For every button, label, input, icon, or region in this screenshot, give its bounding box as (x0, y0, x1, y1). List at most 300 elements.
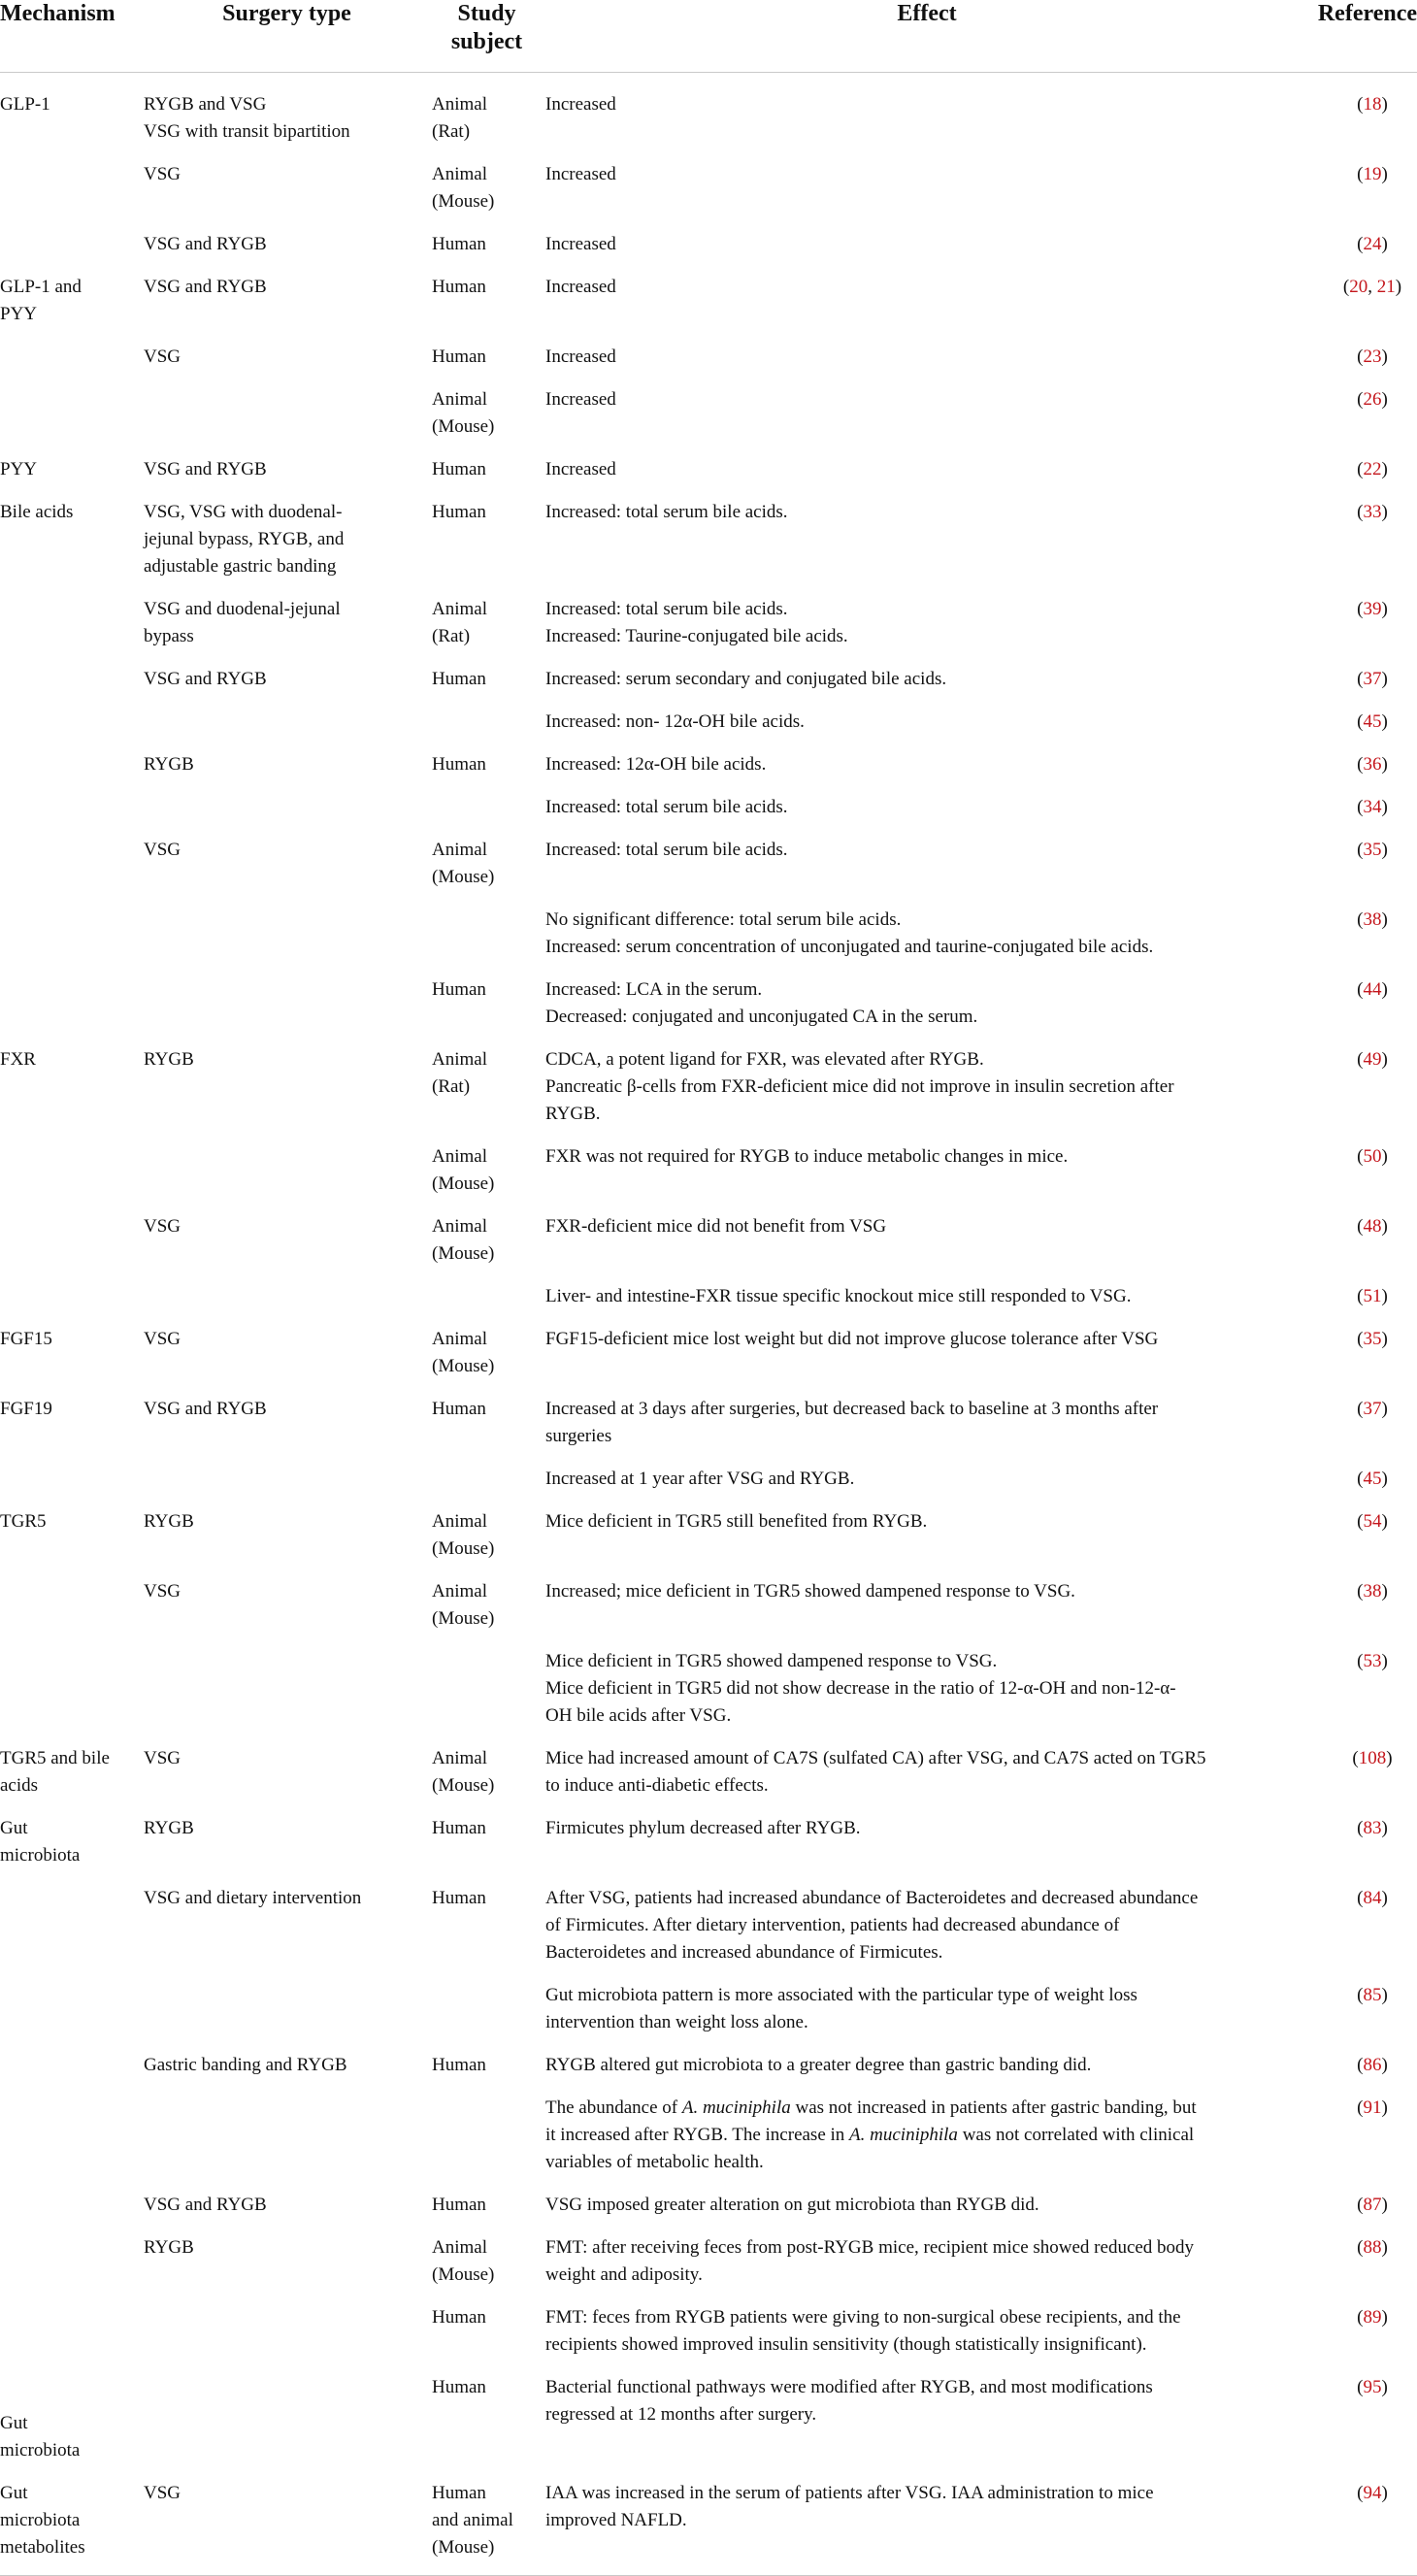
reference-cell: (49) (1357, 1049, 1388, 1070)
study-subject-cell (430, 2185, 544, 2228)
effect-cell (544, 224, 1310, 267)
study-subject-cell-line: (Mouse) (432, 1775, 495, 1796)
table-row (0, 589, 1417, 659)
header-reference: Reference (1310, 0, 1417, 73)
effect-cell-line: Mice deficient in TGR5 did not show decrease in the ratio of 12-α-OH and non-12-α- (545, 1678, 1176, 1699)
reference-link[interactable]: 21 (1376, 277, 1396, 297)
study-subject-cell (430, 970, 544, 1040)
study-subject-cell (430, 659, 544, 702)
study-subject-cell-line: Human (432, 2055, 486, 2075)
reference-link[interactable]: 18 (1363, 94, 1382, 115)
surgery-type-cell-line: VSG, VSG with duodenal- (144, 502, 343, 522)
effect-cell-line: Increased (545, 277, 616, 297)
header-mechanism: Mechanism (0, 0, 144, 73)
effect-cell-line: Increased at 3 days after surgeries, but decreased back to baseline at 3 months after (545, 1399, 1159, 1419)
effect-cell (544, 2045, 1310, 2088)
header-row (0, 0, 1417, 73)
study-subject-cell-line: Animal (432, 1511, 487, 1532)
effect-cell-line: improved NAFLD. (545, 2510, 687, 2530)
effect-cell-line: After VSG, patients had increased abundance of Bacteroidetes and decreased abundance (545, 1888, 1199, 1908)
reference-cell: (26) (1357, 389, 1388, 410)
mechanism-cell (0, 73, 144, 155)
surgery-type-cell (144, 224, 430, 267)
study-subject-cell (430, 2228, 544, 2297)
effect-cell (544, 1808, 1310, 1878)
effect-cell-line: Increased (545, 459, 616, 479)
reference-link[interactable]: 37 (1363, 1399, 1382, 1419)
mechanism-cell (0, 2228, 144, 2297)
effect-cell (544, 970, 1310, 1040)
effect-cell-line: Increased: 12α-OH bile acids. (545, 754, 767, 775)
table-row (0, 659, 1417, 702)
surgery-type-cell (144, 1738, 430, 1808)
effect-cell-line: Increased: total serum bile acids. (545, 599, 788, 619)
study-subject-cell-line: Human (432, 277, 486, 297)
surgery-type-cell-line: RYGB and VSG (144, 94, 267, 115)
study-subject-cell-line: Animal (432, 1216, 487, 1237)
mechanism-cell (0, 900, 144, 970)
mechanism-cell-line: GLP-1 and (0, 277, 82, 297)
study-subject-cell (430, 2297, 544, 2367)
effect-cell-line: Increased (545, 347, 616, 367)
study-subject-cell-line: Human (432, 2377, 486, 2397)
study-subject-cell-line: (Rat) (432, 626, 471, 646)
effect-cell-line: Mice deficient in TGR5 still benefited from RYGB. (545, 1511, 928, 1532)
effect-cell-line: IAA was increased in the serum of patients after VSG. IAA administration to mice (545, 2483, 1154, 2503)
reference-link[interactable]: 19 (1363, 164, 1382, 184)
effect-cell (544, 1040, 1310, 1137)
effect-cell-line: Increased: total serum bile acids. (545, 840, 788, 860)
reference-cell: (45) (1357, 711, 1388, 732)
mechanism-cell (0, 2088, 144, 2185)
study-subject-cell (430, 1319, 544, 1389)
table-row (0, 1137, 1417, 1206)
surgery-type-cell-line: RYGB (144, 2237, 194, 2258)
reference-cell: (24) (1357, 234, 1388, 254)
study-subject-cell (430, 900, 544, 970)
study-subject-cell-line: Human (432, 347, 486, 367)
mechanism-cell (0, 787, 144, 830)
reference-cell: (35) (1357, 1329, 1388, 1349)
surgery-type-cell-line: RYGB (144, 754, 194, 775)
effect-cell (544, 830, 1310, 900)
study-subject-cell (430, 449, 544, 492)
surgery-type-cell (144, 2297, 430, 2367)
reference-link[interactable]: 83 (1363, 1818, 1382, 1838)
surgery-type-cell-line: VSG and RYGB (144, 234, 267, 254)
study-subject-cell (430, 337, 544, 380)
effect-cell (544, 2367, 1310, 2473)
surgery-type-cell (144, 2045, 430, 2088)
effect-cell (544, 1389, 1310, 1459)
table-row (0, 1975, 1417, 2045)
surgery-type-cell (144, 492, 430, 589)
reference-cell: (88) (1357, 2237, 1388, 2258)
study-subject-cell-line: (Rat) (432, 1076, 471, 1097)
reference-cell: (51) (1357, 1286, 1388, 1306)
surgery-type-cell-line: VSG (144, 1748, 181, 1768)
surgery-type-cell (144, 449, 430, 492)
study-subject-cell-line: (Mouse) (432, 416, 495, 437)
study-subject-cell-line: Animal (432, 1748, 487, 1768)
reference-cell: (18) (1357, 94, 1388, 115)
reference-link[interactable]: 37 (1363, 669, 1382, 689)
table-row (0, 1389, 1417, 1459)
surgery-type-cell (144, 787, 430, 830)
table-row (0, 2473, 1417, 2576)
surgery-type-cell (144, 267, 430, 337)
reference-cell: (19) (1357, 164, 1388, 184)
effect-cell (544, 449, 1310, 492)
study-subject-cell-line: (Mouse) (432, 867, 495, 887)
effect-cell-line: Increased: total serum bile acids. (545, 502, 788, 522)
table-row (0, 2228, 1417, 2297)
study-subject-cell-line: Animal (432, 2237, 487, 2258)
table-row (0, 1206, 1417, 1276)
reference-cell: (33) (1357, 502, 1388, 522)
effect-cell (544, 787, 1310, 830)
effect-cell-line: Decreased: conjugated and unconjugated CA in the serum. (545, 1007, 978, 1027)
reference-link[interactable]: 35 (1363, 1329, 1382, 1349)
study-subject-cell (430, 1808, 544, 1878)
mechanism-cell-line: PYY (0, 304, 38, 324)
table-row (0, 2088, 1417, 2185)
study-subject-cell-line: Animal (432, 840, 487, 860)
surgery-type-cell (144, 830, 430, 900)
table-row (0, 2045, 1417, 2088)
mechanism-cell-line: microbiota (0, 2510, 81, 2530)
table-row (0, 267, 1417, 337)
header-effect: Effect (544, 0, 1310, 73)
table-row (0, 900, 1417, 970)
mechanism-cell (0, 1808, 144, 1878)
study-subject-cell-line: Human (432, 1888, 486, 1908)
table-row (0, 224, 1417, 267)
reference-cell: (95) (1357, 2377, 1388, 2397)
effect-cell (544, 2473, 1310, 2576)
effect-cell-line: Firmicutes phylum decreased after RYGB. (545, 1818, 861, 1838)
table-row (0, 1641, 1417, 1738)
effect-cell (544, 492, 1310, 589)
table-row (0, 1878, 1417, 1975)
study-subject-cell (430, 1459, 544, 1502)
study-subject-cell-line: Animal (432, 389, 487, 410)
reference-cell: (91) (1357, 2097, 1388, 2118)
surgery-type-cell (144, 73, 430, 155)
reference-link[interactable]: 53 (1363, 1651, 1382, 1671)
study-subject-cell (430, 1389, 544, 1459)
surgery-type-cell (144, 1040, 430, 1137)
reference-cell: (36) (1357, 754, 1388, 775)
mechanism-cell (0, 1975, 144, 2045)
reference-link[interactable]: 108 (1358, 1748, 1387, 1768)
study-subject-cell (430, 224, 544, 267)
effect-cell-line: Increased (545, 234, 616, 254)
effect-cell-line: RYGB. (545, 1104, 601, 1124)
surgery-type-cell (144, 1206, 430, 1276)
reference-link[interactable]: 50 (1363, 1146, 1382, 1167)
effect-cell-line: RYGB altered gut microbiota to a greater degree than gastric banding did. (545, 2055, 1092, 2075)
effect-cell (544, 659, 1310, 702)
surgery-type-cell (144, 1878, 430, 1975)
mechanism-cell (0, 1206, 144, 1276)
reference-link[interactable]: 33 (1363, 502, 1382, 522)
effect-cell (544, 900, 1310, 970)
surgery-type-cell (144, 380, 430, 449)
effect-cell (544, 2297, 1310, 2367)
study-subject-cell (430, 267, 544, 337)
surgery-type-cell-line: VSG and RYGB (144, 1399, 267, 1419)
surgery-type-cell (144, 2473, 430, 2576)
surgery-type-cell (144, 970, 430, 1040)
reference-link[interactable]: 54 (1363, 1511, 1382, 1532)
effect-cell (544, 267, 1310, 337)
reference-link[interactable]: 45 (1363, 1469, 1382, 1489)
effect-cell-line: Increased: LCA in the serum. (545, 979, 763, 1000)
surgery-type-cell-line: VSG and RYGB (144, 2195, 267, 2215)
effect-cell-line: Liver- and intestine-FXR tissue specific knockout mice still responded to VSG. (545, 1286, 1132, 1306)
reference-cell: (84) (1357, 1888, 1388, 1908)
study-subject-cell-line: Animal (432, 94, 487, 115)
surgery-type-cell-line: VSG (144, 1216, 181, 1237)
reference-cell: (54) (1357, 1511, 1388, 1532)
reference-link[interactable]: 45 (1363, 711, 1382, 732)
effect-cell (544, 1206, 1310, 1276)
study-subject-cell-line: Human (432, 2307, 486, 2328)
reference-cell: (85) (1357, 1985, 1388, 2005)
mechanism-cell (0, 1641, 144, 1738)
study-subject-cell-line: (Mouse) (432, 2264, 495, 2285)
surgery-type-cell-line: VSG and RYGB (144, 459, 267, 479)
reference-cell: (23) (1357, 347, 1388, 367)
table-row (0, 1319, 1417, 1389)
study-subject-cell-line: Animal (432, 1146, 487, 1167)
reference-cell: (83) (1357, 1818, 1388, 1838)
reference-link[interactable]: 26 (1363, 389, 1382, 410)
effect-cell-line: Bacteroidetes and increased abundance of Firmicutes. (545, 1942, 943, 1963)
table-row (0, 1040, 1417, 1137)
reference-cell: (45) (1357, 1469, 1388, 1489)
surgery-type-cell-line: VSG (144, 840, 181, 860)
table-row (0, 970, 1417, 1040)
surgery-type-cell (144, 2088, 430, 2185)
mechanism-cell (0, 744, 144, 787)
surgery-type-cell (144, 1975, 430, 2045)
study-subject-cell-line: Animal (432, 1329, 487, 1349)
study-subject-cell-line: Human (432, 2483, 486, 2503)
surgery-type-cell (144, 1502, 430, 1571)
effect-cell-line: Pancreatic β-cells from FXR-deficient mice did not improve in insulin secretion after (545, 1076, 1174, 1097)
effect-cell-line: Gut microbiota pattern is more associated with the particular type of weight loss (545, 1985, 1137, 2005)
study-subject-cell-line: Animal (432, 164, 487, 184)
effect-cell (544, 380, 1310, 449)
effect-cell-line: No significant difference: total serum bile acids. (545, 909, 902, 930)
mechanism-cell-line: TGR5 and bile (0, 1748, 110, 1768)
reference-cell: (94) (1310, 2473, 1417, 2576)
mechanism-cell (0, 1571, 144, 1641)
surgery-type-cell (144, 2185, 430, 2228)
reference-link[interactable]: 95 (1363, 2377, 1382, 2397)
reference-link[interactable]: 88 (1363, 2237, 1382, 2258)
effect-cell-line: FMT: after receiving feces from post-RYGB mice, recipient mice showed reduced body (545, 2237, 1195, 2258)
effect-cell (544, 154, 1310, 224)
table-row (0, 744, 1417, 787)
effect-cell-line: it increased after RYGB. The increase in A. muciniphila was not correlated with clinical (545, 2125, 1195, 2145)
reference-cell: (37) (1357, 669, 1388, 689)
mechanism-cell (0, 492, 144, 589)
mechanism-cell (0, 224, 144, 267)
reference-link[interactable]: 34 (1363, 797, 1382, 817)
surgery-type-cell (144, 154, 430, 224)
mechanism-cell (0, 1738, 144, 1808)
study-subject-cell-line: Animal (432, 1581, 487, 1602)
reference-link[interactable]: 20 (1349, 277, 1368, 297)
reference-cell: (38) (1357, 909, 1388, 930)
mechanism-cell (0, 1137, 144, 1206)
reference-link[interactable]: 94 (1363, 2483, 1382, 2503)
mechanism-cell (0, 2185, 144, 2228)
reference-link[interactable]: 44 (1363, 979, 1382, 1000)
study-subject-cell-line: (Mouse) (432, 1243, 495, 1264)
study-subject-cell (430, 2367, 544, 2473)
reference-link[interactable]: 84 (1363, 1888, 1382, 1908)
effect-cell-line: Increased (545, 94, 616, 115)
mechanism-cell (0, 830, 144, 900)
study-subject-cell (430, 1878, 544, 1975)
header-study-subject (430, 0, 544, 73)
study-subject-cell-line: Human (432, 979, 486, 1000)
effect-cell-line: OH bile acids after VSG. (545, 1705, 732, 1726)
study-subject-cell-line: (Mouse) (432, 1538, 495, 1559)
study-subject-cell (430, 73, 544, 155)
reference-link[interactable]: 87 (1363, 2195, 1382, 2215)
reference-link[interactable]: 89 (1363, 2307, 1382, 2328)
effect-cell-line: regressed at 12 months after surgery. (545, 2404, 817, 2425)
effect-cell-line: VSG imposed greater alteration on gut microbiota than RYGB did. (545, 2195, 1039, 2215)
reference-link[interactable]: 23 (1363, 347, 1382, 367)
effect-cell (544, 1738, 1310, 1808)
table-row (0, 1459, 1417, 1502)
study-subject-cell-line: (Rat) (432, 121, 471, 142)
reference-link[interactable]: 85 (1363, 1985, 1382, 2005)
surgery-type-cell-line: VSG (144, 1581, 181, 1602)
reference-cell: (39) (1357, 599, 1388, 619)
header-study-subject-line1: Study (457, 1, 516, 26)
surgery-type-cell-line: VSG and dietary intervention (144, 1888, 362, 1908)
mechanism-cell-line: GLP-1 (0, 94, 50, 115)
mechanism-cell (0, 1319, 144, 1389)
reference-link[interactable]: 51 (1363, 1286, 1382, 1306)
mechanism-cell (0, 1459, 144, 1502)
surgery-type-cell-line: VSG and RYGB (144, 277, 267, 297)
mechanism-cell-line: microbiota (0, 2440, 81, 2460)
effect-cell-line: FGF15-deficient mice lost weight but did not improve glucose tolerance after VSG (545, 1329, 1159, 1349)
table-row (0, 830, 1417, 900)
table-row (0, 1502, 1417, 1571)
reference-cell: (35) (1357, 840, 1388, 860)
reference-link[interactable]: 48 (1363, 1216, 1382, 1237)
study-subject-cell-line: (Mouse) (432, 1356, 495, 1376)
reference-cell: (20, 21) (1342, 277, 1402, 297)
study-subject-cell (430, 492, 544, 589)
reference-cell: (48) (1357, 1216, 1388, 1237)
mechanism-cell-line: acids (0, 1775, 39, 1796)
effect-cell (544, 2088, 1310, 2185)
reference-link[interactable]: 24 (1363, 234, 1382, 254)
mechanism-cell-line: metabolites (0, 2537, 85, 2558)
effect-cell (544, 589, 1310, 659)
surgery-type-cell-line: VSG (144, 2483, 181, 2503)
reference-cell: (22) (1357, 459, 1388, 479)
reference-link[interactable]: 39 (1363, 599, 1382, 619)
effect-cell (544, 1975, 1310, 2045)
mechanism-cell-line: FXR (0, 1049, 36, 1070)
table-row (0, 449, 1417, 492)
surgery-type-cell (144, 900, 430, 970)
study-subject-cell (430, 830, 544, 900)
reference-link[interactable]: 91 (1363, 2097, 1382, 2118)
table-row (0, 73, 1417, 155)
study-subject-cell (430, 154, 544, 224)
reference-link[interactable]: 38 (1363, 1581, 1382, 1602)
effect-cell (544, 1459, 1310, 1502)
reference-cell: (87) (1357, 2195, 1388, 2215)
mechanism-cell (0, 2473, 144, 2576)
table-row (0, 154, 1417, 224)
mechanism-cell-line: PYY (0, 459, 38, 479)
surgery-type-cell (144, 2228, 430, 2297)
table-row (0, 337, 1417, 380)
effect-cell-line: Increased: Taurine-conjugated bile acids. (545, 626, 848, 646)
reference-link[interactable]: 35 (1363, 840, 1382, 860)
table-row (0, 380, 1417, 449)
study-subject-cell (430, 1206, 544, 1276)
table-row (0, 1571, 1417, 1641)
study-subject-cell-line: Human (432, 754, 486, 775)
reference-cell: (34) (1357, 797, 1388, 817)
surgery-type-cell (144, 337, 430, 380)
reference-link[interactable]: 38 (1363, 909, 1382, 930)
surgery-type-cell-line: jejunal bypass, RYGB, and (144, 529, 345, 549)
header-study-subject-line2: subject (450, 29, 523, 54)
mechanism-cell-line: Gut (0, 1818, 28, 1838)
reference-link[interactable]: 49 (1363, 1049, 1382, 1070)
study-subject-cell (430, 1571, 544, 1641)
effect-cell (544, 73, 1310, 155)
surgery-type-cell-line: RYGB (144, 1818, 194, 1838)
surgery-type-cell-line: bypass (144, 626, 194, 646)
effect-cell (544, 1502, 1310, 1571)
effect-cell-line: to induce anti-diabetic effects. (545, 1775, 769, 1796)
effect-cell-line: surgeries (545, 1426, 612, 1446)
study-subject-cell (430, 1975, 544, 2045)
surgery-type-cell-line: VSG (144, 347, 181, 367)
surgery-type-cell-line: RYGB (144, 1049, 194, 1070)
reference-link[interactable]: 86 (1363, 2055, 1382, 2075)
study-subject-cell-line: Human (432, 1399, 486, 1419)
study-subject-cell-line: Animal (432, 1049, 487, 1070)
study-subject-cell-line: Human (432, 459, 486, 479)
effect-cell-line: Increased (545, 164, 616, 184)
surgery-type-cell (144, 744, 430, 787)
mechanism-cell (0, 702, 144, 744)
study-subject-cell (430, 1276, 544, 1319)
reference-link[interactable]: 22 (1363, 459, 1382, 479)
reference-cell: (89) (1357, 2307, 1388, 2328)
effect-cell-line: intervention than weight loss alone. (545, 2012, 808, 2032)
surgery-type-cell (144, 1319, 430, 1389)
reference-link[interactable]: 36 (1363, 754, 1382, 775)
